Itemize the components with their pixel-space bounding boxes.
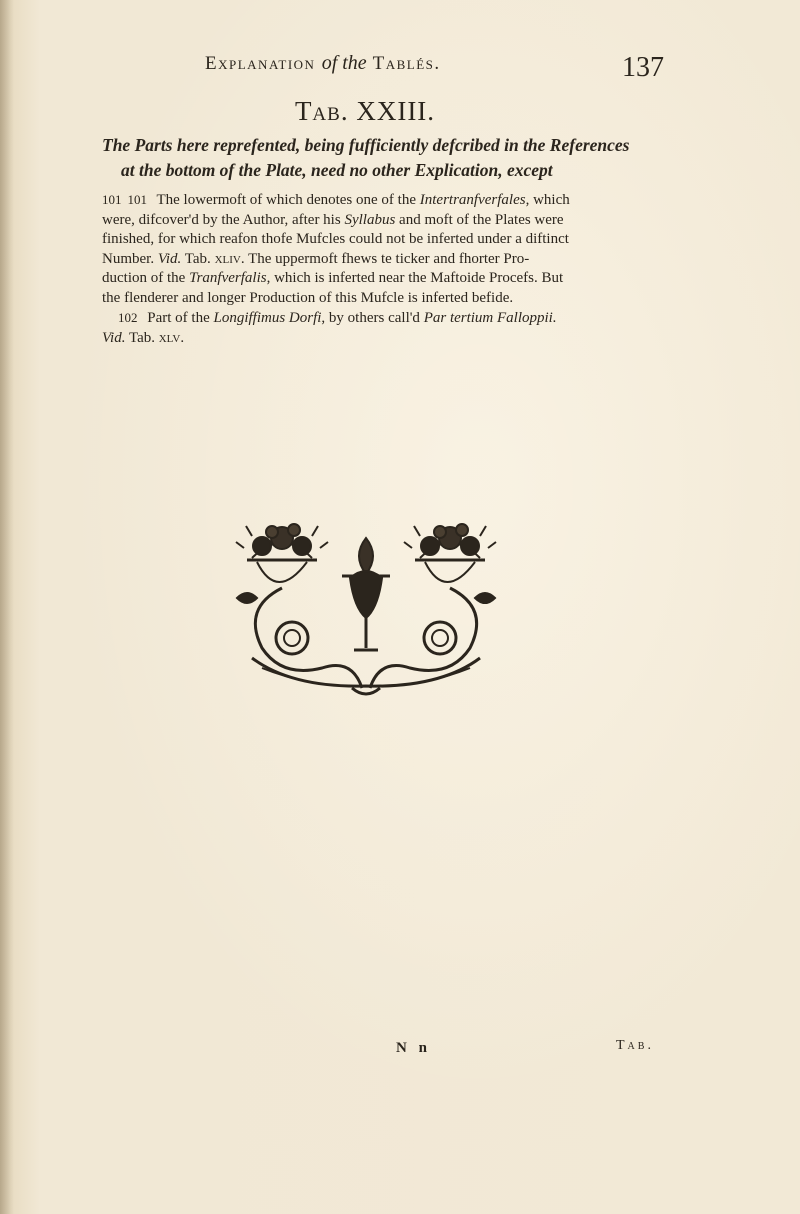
entry-101-line-2	[102, 211, 628, 231]
text-run: The uppermoft fhews te ticker and fhorter Pro-	[248, 250, 530, 267]
text-run: were, difcover'd by the Author, after his	[102, 211, 341, 228]
signature-mark: N n	[396, 1040, 431, 1056]
entry-101-line-4	[102, 250, 628, 270]
text-run: duction of the	[102, 270, 186, 286]
ref-number: 102	[118, 310, 138, 325]
running-head	[205, 52, 441, 75]
text-run: , by others call'd	[321, 310, 420, 326]
text-run: , which	[525, 192, 570, 208]
ref-number: 101	[127, 192, 147, 207]
italic-term: Longiffimus Dorfi	[213, 310, 322, 326]
intro-paragraph	[102, 133, 632, 183]
intro-line-1: The Parts here reprefented, being fufficiently defcribed in the References	[102, 135, 630, 155]
spine-shadow	[0, 0, 14, 1214]
italic-term: Par tertium Falloppii.	[423, 310, 557, 326]
running-head-pre: Explanation	[205, 53, 316, 74]
italic-term: Tranfverfalis	[189, 270, 267, 286]
running-head-italic: of the	[321, 52, 367, 74]
ornament-tailpiece-icon	[232, 518, 500, 702]
ref-number: 101	[102, 192, 122, 207]
table-heading-numeral: XXIII.	[356, 96, 436, 126]
italic-term: Syllabus	[344, 211, 396, 228]
text-run: and moft of the Plates were	[399, 211, 564, 228]
text-run: Tab.	[128, 329, 155, 346]
intro-line-2: at the bottom of the Plate, need no other Explication, except	[121, 160, 553, 180]
entry-101-line-6: the flenderer and longer Production of this Mufcle is inferted befide.	[102, 289, 514, 306]
entry-102-line-1	[118, 308, 628, 329]
text-run: Number.	[102, 250, 155, 267]
small-caps-term: xlv.	[158, 329, 185, 346]
italic-term: Vid.	[102, 329, 126, 346]
catchword: Tab.	[616, 1038, 654, 1053]
entry-101-line-3: finished, for which reafon thofe Mufcles could not be inferted under a diftinct	[102, 231, 569, 247]
italic-term: Intertranfverfales	[419, 192, 526, 208]
body-text	[102, 190, 628, 348]
running-head-post: Tablés.	[372, 53, 441, 74]
text-run: The lowermoft of which denotes one of the	[156, 192, 416, 208]
text-run: Part of the	[147, 310, 210, 326]
entry-101-line-5	[102, 269, 628, 289]
italic-term: Vid.	[157, 250, 182, 267]
table-heading-prefix: Tab.	[294, 96, 349, 126]
entry-102-line-2	[102, 329, 628, 349]
page-number: 137	[622, 52, 664, 83]
small-caps-term: xliv.	[214, 250, 245, 267]
text-run: Tab.	[184, 250, 211, 267]
table-heading	[0, 96, 730, 127]
entry-101-line-1	[102, 190, 628, 211]
text-run: , which is inferted near the Maftoide Procefs. But	[266, 270, 564, 286]
